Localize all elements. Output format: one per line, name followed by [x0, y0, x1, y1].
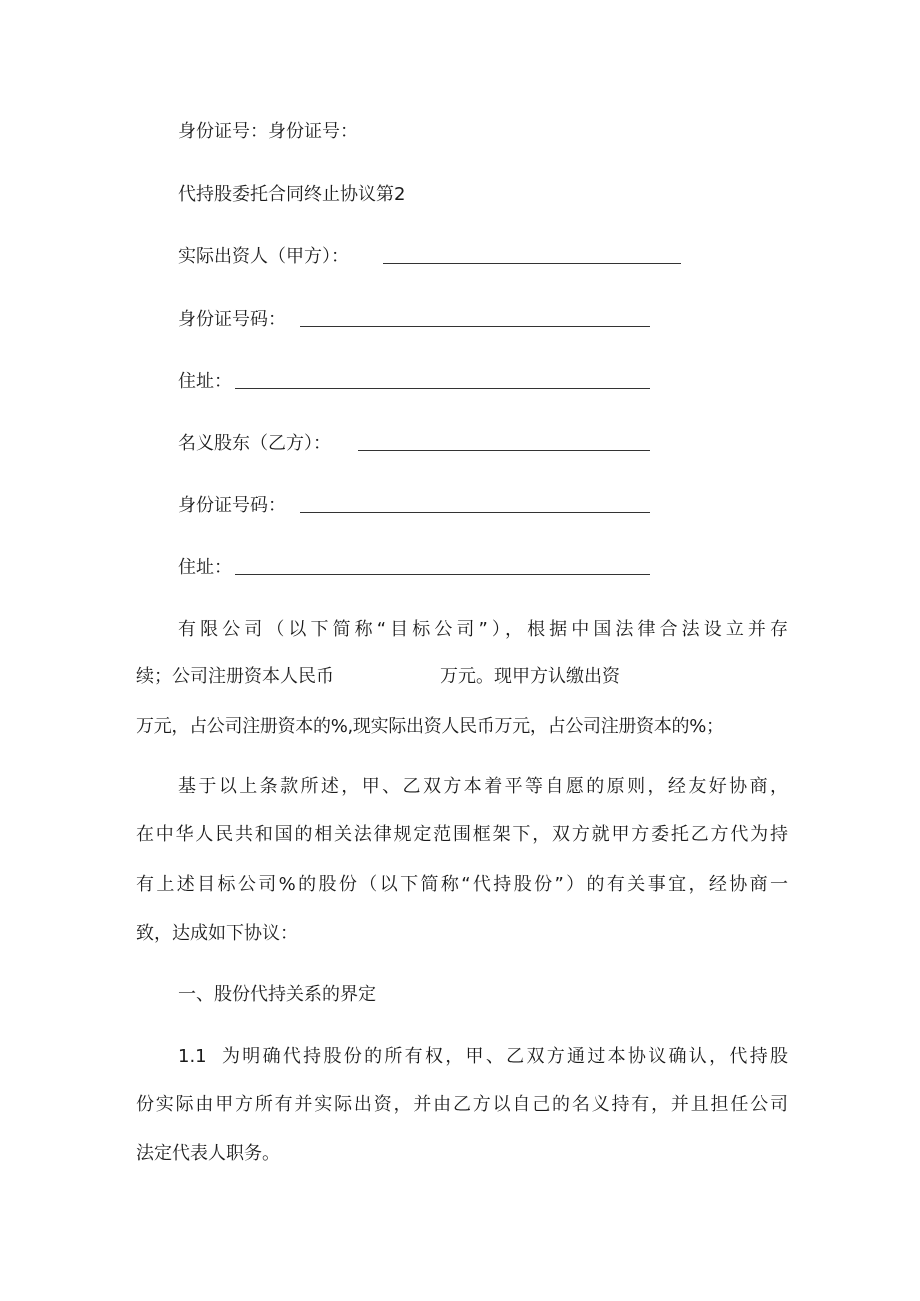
company-line-2a: 续；公司注册资本人民币	[136, 666, 334, 687]
nominee-label: 名义股东（乙方）：	[178, 433, 331, 454]
id-number-header: 身份证号：身份证号：	[178, 121, 358, 142]
company-line-1: 有限公司（以下简称“目标公司”），根据中国法律合法设立并存	[178, 619, 788, 640]
document-title: 代持股委托合同终止协议第2	[178, 184, 406, 205]
nominee-address-label: 住址：	[178, 557, 232, 578]
preamble-line-2: 在中华人民共和国的相关法律规定范围框架下，双方就甲方委托乙方代为持	[136, 824, 788, 845]
nominee-id-blank[interactable]	[300, 512, 650, 513]
preamble-line-3: 有上述目标公司%的股份（以下简称“代持股份”）的有关事宜，经协商一	[136, 874, 788, 895]
company-line-3: 万元，占公司注册资本的%,现实际出资人民币万元，占公司注册资本的%；	[136, 716, 724, 737]
investor-id-label: 身份证号码：	[178, 309, 286, 330]
investor-address-label: 住址：	[178, 371, 232, 392]
clause-1-1-line-1: 为明确代持股份的所有权，甲、乙双方通过本协议确认，代持股	[222, 1046, 788, 1067]
clause-number: 1.1	[178, 1046, 207, 1067]
nominee-address-blank[interactable]	[235, 574, 650, 575]
nominee-name-blank[interactable]	[358, 450, 650, 451]
clause-1-1-line-2: 份实际由甲方所有并实际出资，并由乙方以自己的名义持有，并且担任公司	[136, 1094, 788, 1115]
company-line-2b: 万元。现甲方认缴出资	[440, 666, 620, 687]
investor-name-blank[interactable]	[383, 263, 681, 264]
clause-1-1-line-3: 法定代表人职务。	[136, 1143, 280, 1164]
preamble-line-4: 致，达成如下协议：	[136, 923, 298, 944]
investor-label: 实际出资人（甲方）：	[178, 246, 349, 267]
investor-address-blank[interactable]	[235, 388, 650, 389]
preamble-line-1: 基于以上条款所述，甲、乙双方本着平等自愿的原则，经友好协商，	[178, 776, 788, 797]
nominee-id-label: 身份证号码：	[178, 495, 286, 516]
investor-id-blank[interactable]	[300, 326, 650, 327]
section-1-heading: 一、股份代持关系的界定	[178, 984, 376, 1005]
